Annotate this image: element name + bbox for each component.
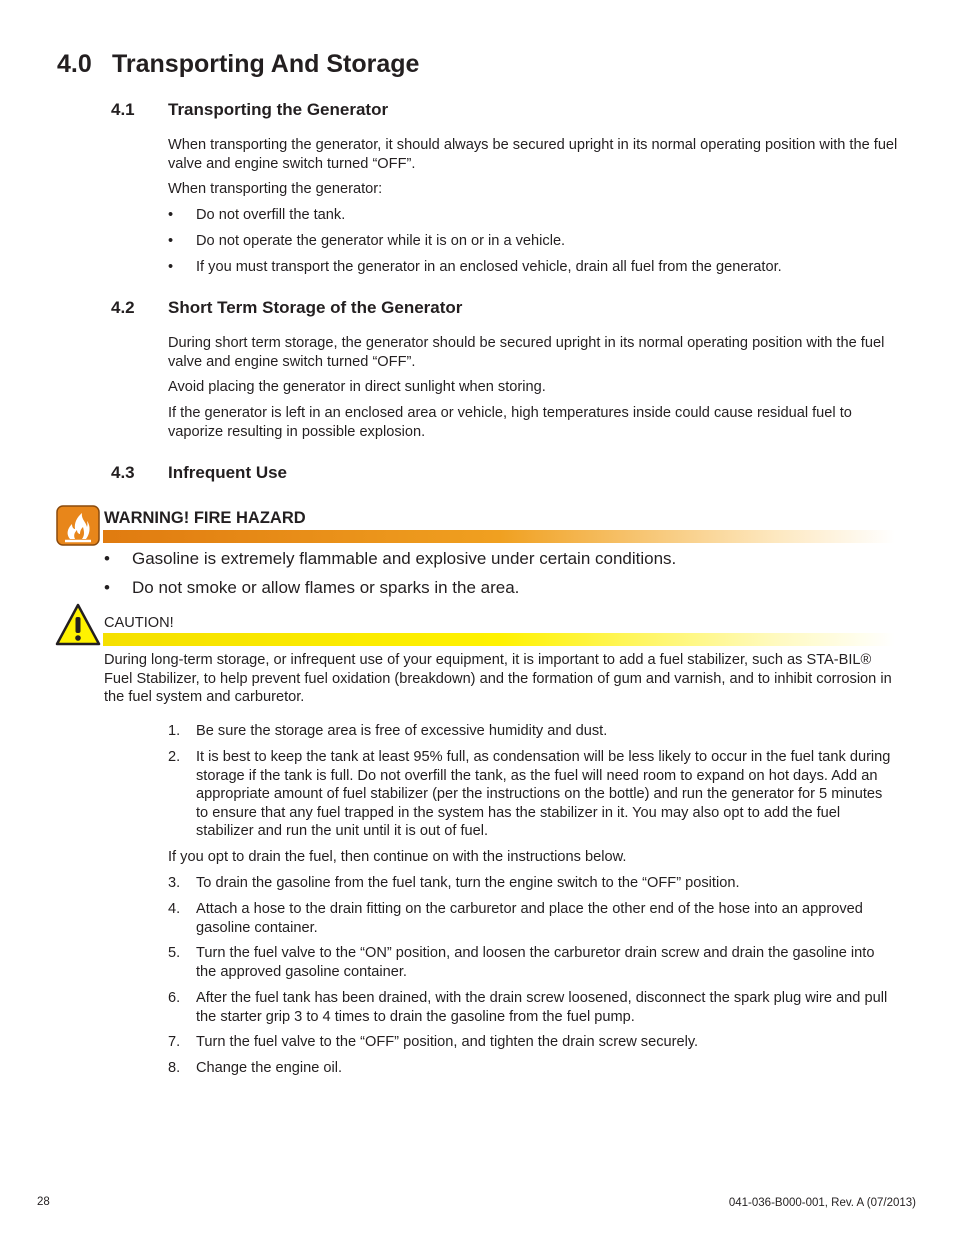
heading-text: Infrequent Use — [168, 463, 288, 482]
section-number: 4.0 — [57, 50, 92, 78]
fire-hazard-icon — [56, 505, 100, 546]
caution-bar — [103, 633, 895, 646]
paragraph: If you opt to drain the fuel, then continue on with the instructions below. — [168, 849, 627, 865]
paragraph: During short term storage, the generator should be secured upright in its normal operating position with the fuel valve and engine switch turned “OFF”. — [168, 335, 885, 370]
warning-item-text: Do not smoke or allow flames or sparks in the area. — [132, 578, 520, 597]
bullet: • — [104, 578, 110, 597]
warning-title: WARNING! FIRE HAZARD — [104, 509, 306, 527]
step-number: 7. — [168, 1034, 181, 1050]
step-number: 6. — [168, 990, 181, 1006]
document-number: 041-036-B000-001, Rev. A (07/2013) — [728, 1197, 916, 1209]
caution-title: CAUTION! — [104, 615, 174, 631]
step-text: To drain the gasoline from the fuel tank, turn the engine switch to the “OFF” position. — [196, 875, 740, 891]
paragraph: Avoid placing the generator in direct sunlight when storing. — [168, 379, 546, 395]
heading-4-3 — [111, 463, 287, 483]
list-item-text: If you must transport the generator in an enclosed vehicle, drain all fuel from the generator. — [196, 259, 782, 275]
heading-text: Short Term Storage of the Generator — [168, 298, 463, 317]
warning-bar — [103, 530, 895, 543]
bullet: • — [104, 549, 110, 568]
heading-4-2 — [111, 298, 462, 318]
step-text: Be sure the storage area is free of excessive humidity and dust. — [196, 723, 608, 739]
page-title — [57, 50, 419, 79]
list-item-text: Do not operate the generator while it is on or in a vehicle. — [196, 233, 566, 249]
step-number: 5. — [168, 945, 181, 961]
paragraph: When transporting the generator: — [168, 181, 383, 197]
heading-number: 4.2 — [111, 298, 135, 317]
bullet: • — [168, 259, 174, 275]
step-text: Turn the fuel valve to the “OFF” position, and tighten the drain screw securely. — [196, 1034, 699, 1050]
paragraph: If the generator is left in an enclosed area or vehicle, high temperatures inside could cause residual fuel to vaporize resulting in possible explosion. — [168, 405, 852, 440]
warning-item-text: Gasoline is extremely flammable and explosive under certain conditions. — [132, 549, 677, 568]
step-text: It is best to keep the tank at least 95% full, as condensation will be less likely to occur in the fuel tank during storage if the tank is full. Do not overfill the tank, as the fuel will need room to expand on hot days. Add an appropriate amount of fuel stabilizer (per the instructions on the bottle) and run the generator for 5 minutes to ensure that any fuel trapped in the system has the stabilizer in it. You may also opt to add the fuel stabilizer and run the unit until it is out of fuel. — [196, 749, 891, 840]
step-number: 2. — [168, 749, 181, 765]
step-text: Attach a hose to the drain fitting on the carburetor and place the other end of the hose into an approved gasoline container. — [196, 901, 863, 936]
section-title: Transporting And Storage — [112, 50, 420, 78]
step-number: 8. — [168, 1060, 181, 1076]
step-number: 4. — [168, 901, 181, 917]
step-text: Change the engine oil. — [196, 1060, 343, 1076]
list-item-text: Do not overfill the tank. — [196, 207, 346, 223]
step-number: 1. — [168, 723, 181, 739]
heading-text: Transporting the Generator — [168, 100, 389, 119]
page-number: 28 — [37, 1196, 50, 1208]
heading-number: 4.3 — [111, 463, 135, 482]
caution-triangle-icon — [55, 603, 101, 646]
step-number: 3. — [168, 875, 181, 891]
heading-number: 4.1 — [111, 100, 135, 119]
step-text: Turn the fuel valve to the “ON” position, and loosen the carburetor drain screw and drain the gasoline into the approved gasoline container. — [196, 945, 875, 980]
bullet: • — [168, 233, 174, 249]
step-text: After the fuel tank has been drained, with the drain screw loosened, disconnect the spark plug wire and pull the starter grip 3 to 4 times to drain the gasoline from the fuel pump. — [196, 990, 888, 1025]
heading-4-1 — [111, 100, 388, 120]
caution-text: During long-term storage, or infrequent use of your equipment, it is important to add a fuel stabilizer, such as STA-BIL® Fuel Stabilizer, to help prevent fuel oxidation (breakdown) and the formation of gum and varnish, and to inhibit corrosion in the fuel system and carburetor. — [104, 652, 892, 706]
bullet: • — [168, 207, 174, 223]
paragraph: When transporting the generator, it should always be secured upright in its normal operating position with the fuel valve and engine switch turned “OFF”. — [168, 137, 898, 172]
